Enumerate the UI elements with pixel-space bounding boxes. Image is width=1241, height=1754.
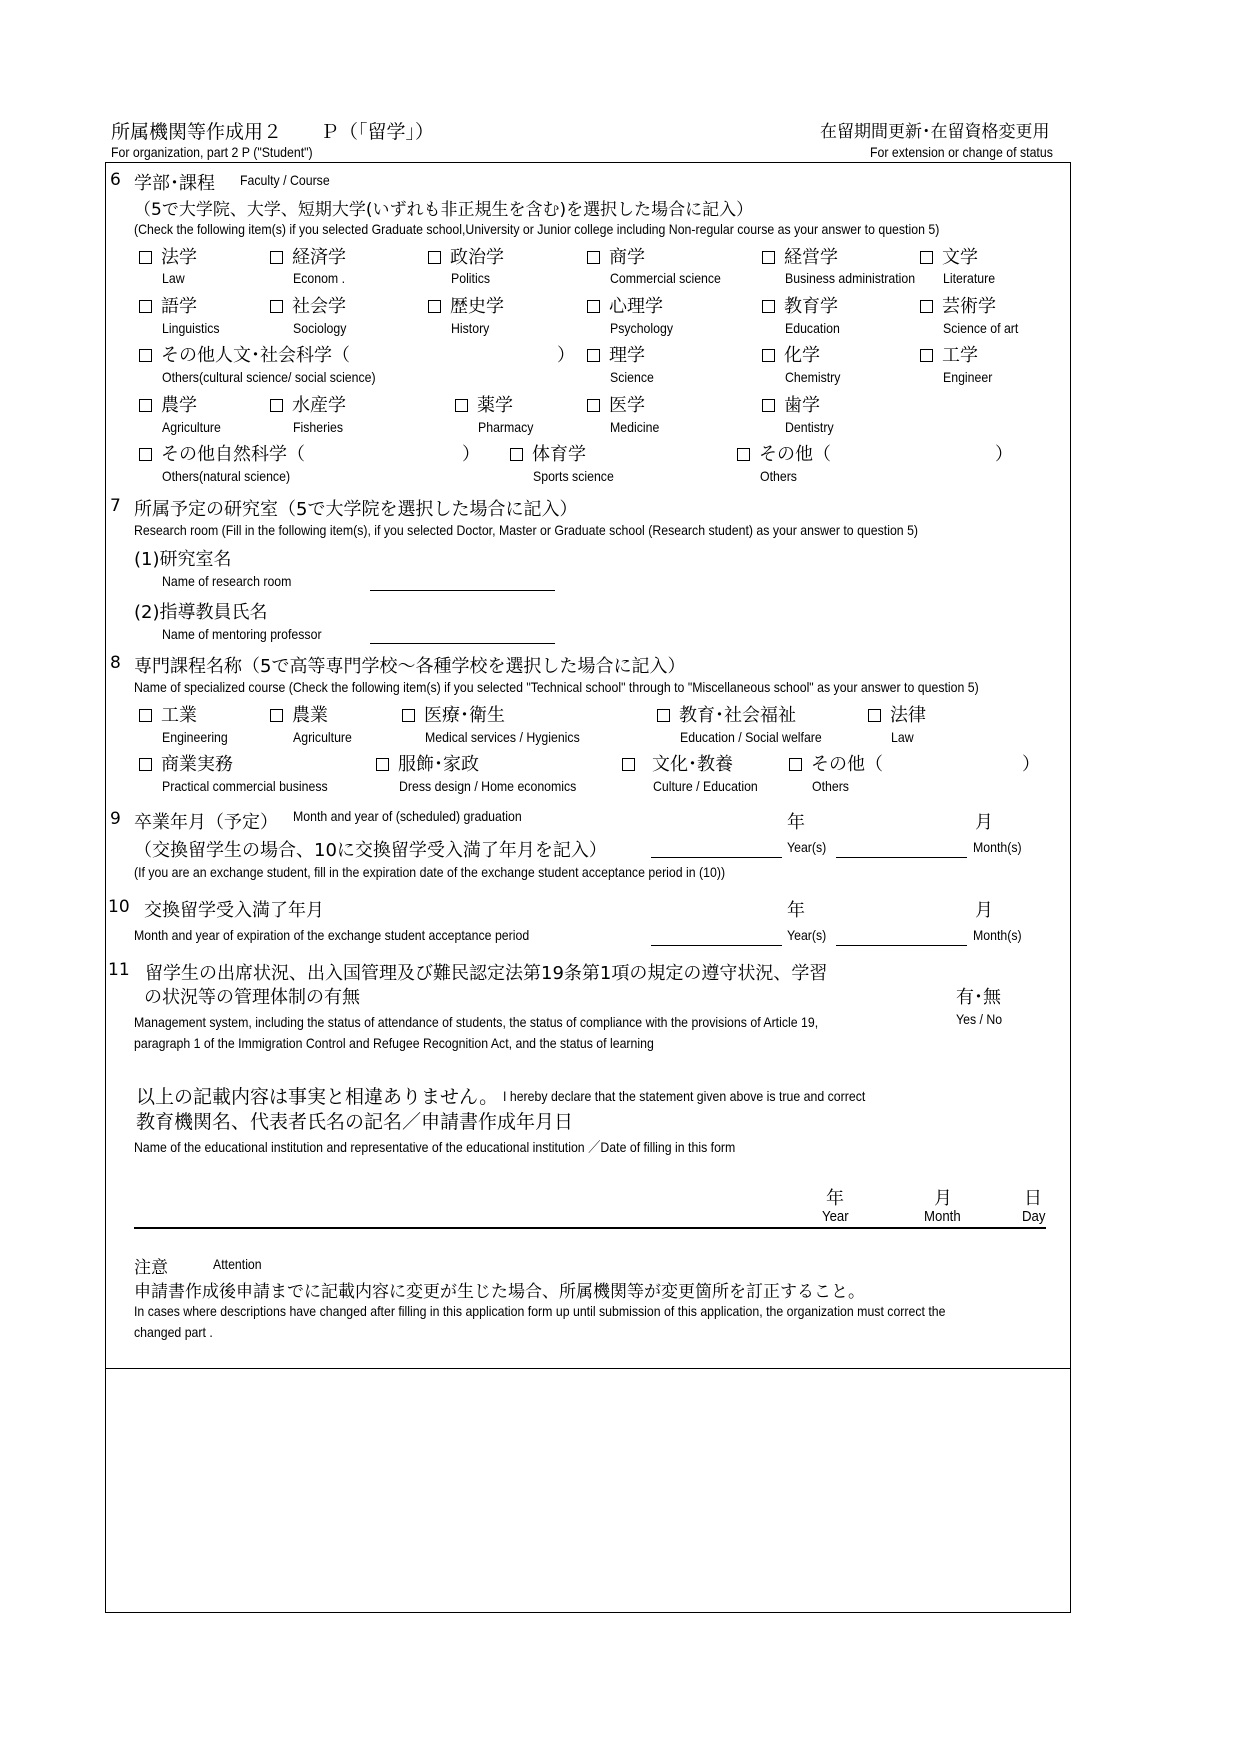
expiration-year-jp: 年 bbox=[787, 900, 805, 921]
faculty-fisheries-checkbox[interactable]: 水産学 bbox=[270, 391, 346, 417]
faculty-commerce-checkbox[interactable]: 商学 bbox=[587, 243, 645, 269]
faculty-law-label-en: Law bbox=[162, 270, 185, 286]
faculty-linguistics-label-en: Linguistics bbox=[162, 320, 220, 336]
faculty-education-label-en: Education bbox=[785, 320, 840, 336]
attention-en: Attention bbox=[213, 1256, 262, 1272]
section-9-title-en: Month and year of (scheduled) graduation bbox=[293, 808, 522, 824]
faculty-engineering-checkbox[interactable]: 工学 bbox=[920, 341, 978, 367]
course-others-checkbox[interactable]: その他（ bbox=[789, 750, 883, 776]
graduation-year-en: Year(s) bbox=[787, 839, 827, 855]
faculty-psychology-checkbox[interactable]: 心理学 bbox=[587, 292, 663, 318]
expiration-month-jp: 月 bbox=[975, 900, 993, 921]
section-11-number: 11 bbox=[108, 960, 130, 980]
signature-day-en: Day bbox=[1022, 1208, 1046, 1225]
section-10-title: 交換留学受入満了年月 bbox=[144, 900, 324, 921]
faculty-pharmacy-checkbox[interactable]: 薬学 bbox=[455, 391, 513, 417]
expiration-year-input[interactable] bbox=[651, 945, 782, 946]
attention-body-en-line2: changed part . bbox=[134, 1324, 213, 1340]
course-agriculture-checkbox[interactable]: 農業 bbox=[270, 701, 328, 727]
faculty-linguistics-checkbox[interactable]: 語学 bbox=[139, 292, 197, 318]
section-8-number: 8 bbox=[110, 653, 121, 673]
faculty-history-checkbox[interactable]: 歴史学 bbox=[428, 292, 504, 318]
section-8-note-en: Name of specialized course (Check the following item(s) if you selected "Technical school" through to "Miscellaneous school" as your answer to question 5) bbox=[134, 679, 979, 695]
section-6-title-en: Faculty / Course bbox=[240, 172, 330, 188]
faculty-sociology-checkbox[interactable]: 社会学 bbox=[270, 292, 346, 318]
course-others-close-paren: ） bbox=[1022, 754, 1040, 775]
course-commercial-checkbox[interactable]: 商業実務 bbox=[139, 750, 233, 776]
faculty-other-natural-checkbox[interactable]: その他自然科学（ bbox=[139, 440, 305, 466]
faculty-sports-checkbox[interactable]: 体育学 bbox=[510, 440, 586, 466]
form-title: 所属機関等作成用２ Ｐ（「留学」） bbox=[111, 121, 435, 143]
section-10-number: 10 bbox=[108, 897, 130, 917]
research-room-label-en: Name of research room bbox=[162, 573, 292, 589]
section-6-note-en: (Check the following item(s) if you selected Graduate school,University or Junior college including Non-regular course as your answer to question 5) bbox=[134, 221, 940, 237]
course-law-label-en: Law bbox=[891, 729, 914, 745]
signature-label: 教育機関名、代表者氏名の記名／申請書作成年月日 bbox=[136, 1111, 574, 1133]
management-system-yes-no[interactable]: 有･無 bbox=[956, 987, 1001, 1008]
course-commercial-label-en: Practical commercial business bbox=[162, 778, 328, 794]
faculty-fisheries-label-en: Fisheries bbox=[293, 419, 343, 435]
expiration-month-input[interactable] bbox=[836, 945, 967, 946]
section-7-note-en: Research room (Fill in the following item(s), if you selected Doctor, Master or Graduate school (Research student) as your answer to question 5) bbox=[134, 522, 919, 538]
section-11-en-line2: paragraph 1 of the Immigration Control and Refugee Recognition Act, and the status of learning bbox=[134, 1035, 654, 1051]
expiration-year-en: Year(s) bbox=[787, 927, 827, 943]
section-8-title: 専門課程名称（5で高等専門学校～各種学校を選択した場合に記入） bbox=[134, 656, 686, 677]
graduation-month-en: Month(s) bbox=[973, 839, 1022, 855]
management-system-yes-no-en: Yes / No bbox=[956, 1011, 1003, 1027]
section-11-title-line1: 留学生の出席状況、出入国管理及び難民認定法第19条第1項の規定の遵守状況、学習 bbox=[145, 963, 828, 984]
faculty-agriculture-checkbox[interactable]: 農学 bbox=[139, 391, 197, 417]
faculty-literature-label-en: Literature bbox=[943, 270, 996, 286]
signature-year-jp: 年 bbox=[826, 1188, 844, 1209]
form-purpose-en: For extension or change of status bbox=[870, 144, 1053, 160]
declaration-jp: 以上の記載内容は事実と相違ありません。 bbox=[136, 1086, 499, 1108]
mentoring-professor-label-en: Name of mentoring professor bbox=[162, 626, 322, 642]
course-agriculture-label-en: Agriculture bbox=[293, 729, 352, 745]
course-law-checkbox[interactable]: 法律 bbox=[868, 701, 926, 727]
course-culture-checkbox[interactable]: 文化･教養 bbox=[622, 750, 733, 776]
faculty-art-label-en: Science of art bbox=[943, 320, 1019, 336]
faculty-medicine-checkbox[interactable]: 医学 bbox=[587, 391, 645, 417]
course-engineering-checkbox[interactable]: 工業 bbox=[139, 701, 197, 727]
graduation-month-jp: 月 bbox=[975, 812, 993, 833]
course-medical-label-en: Medical services / Hygienics bbox=[425, 729, 580, 745]
other-natural-close-paren: ） bbox=[462, 444, 480, 465]
section-6-note: （5で大学院、大学、短期大学(いずれも非正規生を含む)を選択した場合に記入） bbox=[134, 200, 754, 220]
faculty-history-label-en: History bbox=[451, 320, 490, 336]
attention-jp: 注意 bbox=[134, 1258, 168, 1278]
section-9-title: 卒業年月（予定） bbox=[134, 812, 278, 833]
faculty-literature-checkbox[interactable]: 文学 bbox=[920, 243, 978, 269]
declaration-en: I hereby declare that the statement given above is true and correct bbox=[503, 1088, 866, 1104]
section-9-number: 9 bbox=[110, 809, 121, 829]
course-culture-label-en: Culture / Education bbox=[653, 778, 758, 794]
faculty-economics-checkbox[interactable]: 経済学 bbox=[270, 243, 346, 269]
faculty-others-close-paren: ） bbox=[995, 444, 1013, 465]
mentoring-professor-input[interactable] bbox=[370, 643, 555, 644]
course-dress-design-checkbox[interactable]: 服飾･家政 bbox=[376, 750, 479, 776]
course-others-label-en: Others bbox=[812, 778, 849, 794]
faculty-dentistry-checkbox[interactable]: 歯学 bbox=[762, 391, 820, 417]
course-medical-checkbox[interactable]: 医療･衛生 bbox=[402, 701, 505, 727]
course-education-welfare-label-en: Education / Social welfare bbox=[680, 729, 822, 745]
faculty-education-checkbox[interactable]: 教育学 bbox=[762, 292, 838, 318]
section-11-title-line2: の状況等の管理体制の有無 bbox=[144, 987, 360, 1008]
section-6-title: 学部･課程 bbox=[134, 173, 215, 194]
faculty-others-checkbox[interactable]: その他（ bbox=[737, 440, 831, 466]
section-6-number: 6 bbox=[110, 170, 121, 190]
faculty-psychology-label-en: Psychology bbox=[610, 320, 674, 336]
expiration-month-en: Month(s) bbox=[973, 927, 1022, 943]
graduation-month-input[interactable] bbox=[836, 857, 967, 858]
form-purpose: 在留期間更新･在留資格変更用 bbox=[820, 122, 1050, 142]
section-9-note-en: (If you are an exchange student, fill in the expiration date of the exchange student acceptance period in (10)) bbox=[134, 864, 726, 880]
faculty-pharmacy-label-en: Pharmacy bbox=[478, 419, 534, 435]
faculty-politics-label-en: Politics bbox=[451, 270, 491, 286]
faculty-other-natural-label-en: Others(natural science) bbox=[162, 468, 291, 484]
signature-month-en: Month bbox=[924, 1208, 961, 1225]
faculty-business-checkbox[interactable]: 経営学 bbox=[762, 243, 838, 269]
faculty-politics-checkbox[interactable]: 政治学 bbox=[428, 243, 504, 269]
signature-month-jp: 月 bbox=[934, 1188, 952, 1209]
research-room-label: (1)研究室名 bbox=[134, 549, 232, 570]
graduation-year-input[interactable] bbox=[651, 857, 782, 858]
faculty-science-checkbox[interactable]: 理学 bbox=[587, 341, 645, 367]
course-education-welfare-checkbox[interactable]: 教育･社会福祉 bbox=[657, 701, 796, 727]
section-9-note: （交換留学生の場合、10に交換留学受入満了年月を記入） bbox=[134, 840, 607, 861]
course-engineering-label-en: Engineering bbox=[162, 729, 228, 745]
faculty-agriculture-label-en: Agriculture bbox=[162, 419, 221, 435]
faculty-other-humanities-label-en: Others(cultural science/ social science) bbox=[162, 369, 376, 385]
section-7-number: 7 bbox=[110, 496, 121, 516]
section-7-title: 所属予定の研究室（5で大学院を選択した場合に記入） bbox=[134, 499, 578, 520]
other-humanities-close-paren: ） bbox=[557, 345, 575, 366]
faculty-art-checkbox[interactable]: 芸術学 bbox=[920, 292, 996, 318]
course-dress-design-label-en: Dress design / Home economics bbox=[399, 778, 577, 794]
faculty-dentistry-label-en: Dentistry bbox=[785, 419, 834, 435]
faculty-business-label-en: Business administration bbox=[785, 270, 916, 286]
signature-year-en: Year bbox=[822, 1208, 849, 1225]
attention-body-jp: 申請書作成後申請までに記載内容に変更が生じた場合、所属機関等が変更箇所を訂正すること。 bbox=[134, 1282, 865, 1302]
attention-body-en-line1: In cases where descriptions have changed after filling in this application form up until submission of this application, the organization must correct the bbox=[134, 1303, 946, 1319]
faculty-chemistry-checkbox[interactable]: 化学 bbox=[762, 341, 820, 367]
form-title-en: For organization, part 2 P ("Student") bbox=[111, 144, 313, 160]
faculty-sports-label-en: Sports science bbox=[533, 468, 614, 484]
faculty-sociology-label-en: Sociology bbox=[293, 320, 347, 336]
faculty-commerce-label-en: Commercial science bbox=[610, 270, 721, 286]
faculty-economics-label-en: Econom . bbox=[293, 270, 346, 286]
office-use-box bbox=[105, 1368, 1071, 1613]
faculty-engineering-label-en: Engineer bbox=[943, 369, 993, 385]
signature-label-en: Name of the educational institution and representative of the educational institution ／Date of filling in this form bbox=[134, 1139, 736, 1155]
faculty-others-label-en: Others bbox=[760, 468, 797, 484]
research-room-input[interactable] bbox=[370, 590, 555, 591]
declaration bbox=[136, 1082, 915, 1109]
section-10-title-en: Month and year of expiration of the exchange student acceptance period bbox=[134, 927, 530, 943]
signature-line[interactable] bbox=[134, 1227, 1046, 1229]
section-11-en-line1: Management system, including the status of attendance of students, the status of compliance with the provisions of Article 19, bbox=[134, 1014, 819, 1030]
graduation-year-jp: 年 bbox=[787, 812, 805, 833]
signature-day-jp: 日 bbox=[1024, 1188, 1042, 1209]
faculty-medicine-label-en: Medicine bbox=[610, 419, 660, 435]
faculty-chemistry-label-en: Chemistry bbox=[785, 369, 841, 385]
faculty-law-checkbox[interactable]: 法学 bbox=[139, 243, 197, 269]
faculty-science-label-en: Science bbox=[610, 369, 654, 385]
mentoring-professor-label: (2)指導教員氏名 bbox=[134, 602, 268, 623]
faculty-other-humanities-checkbox[interactable]: その他人文･社会科学（ bbox=[139, 341, 350, 367]
